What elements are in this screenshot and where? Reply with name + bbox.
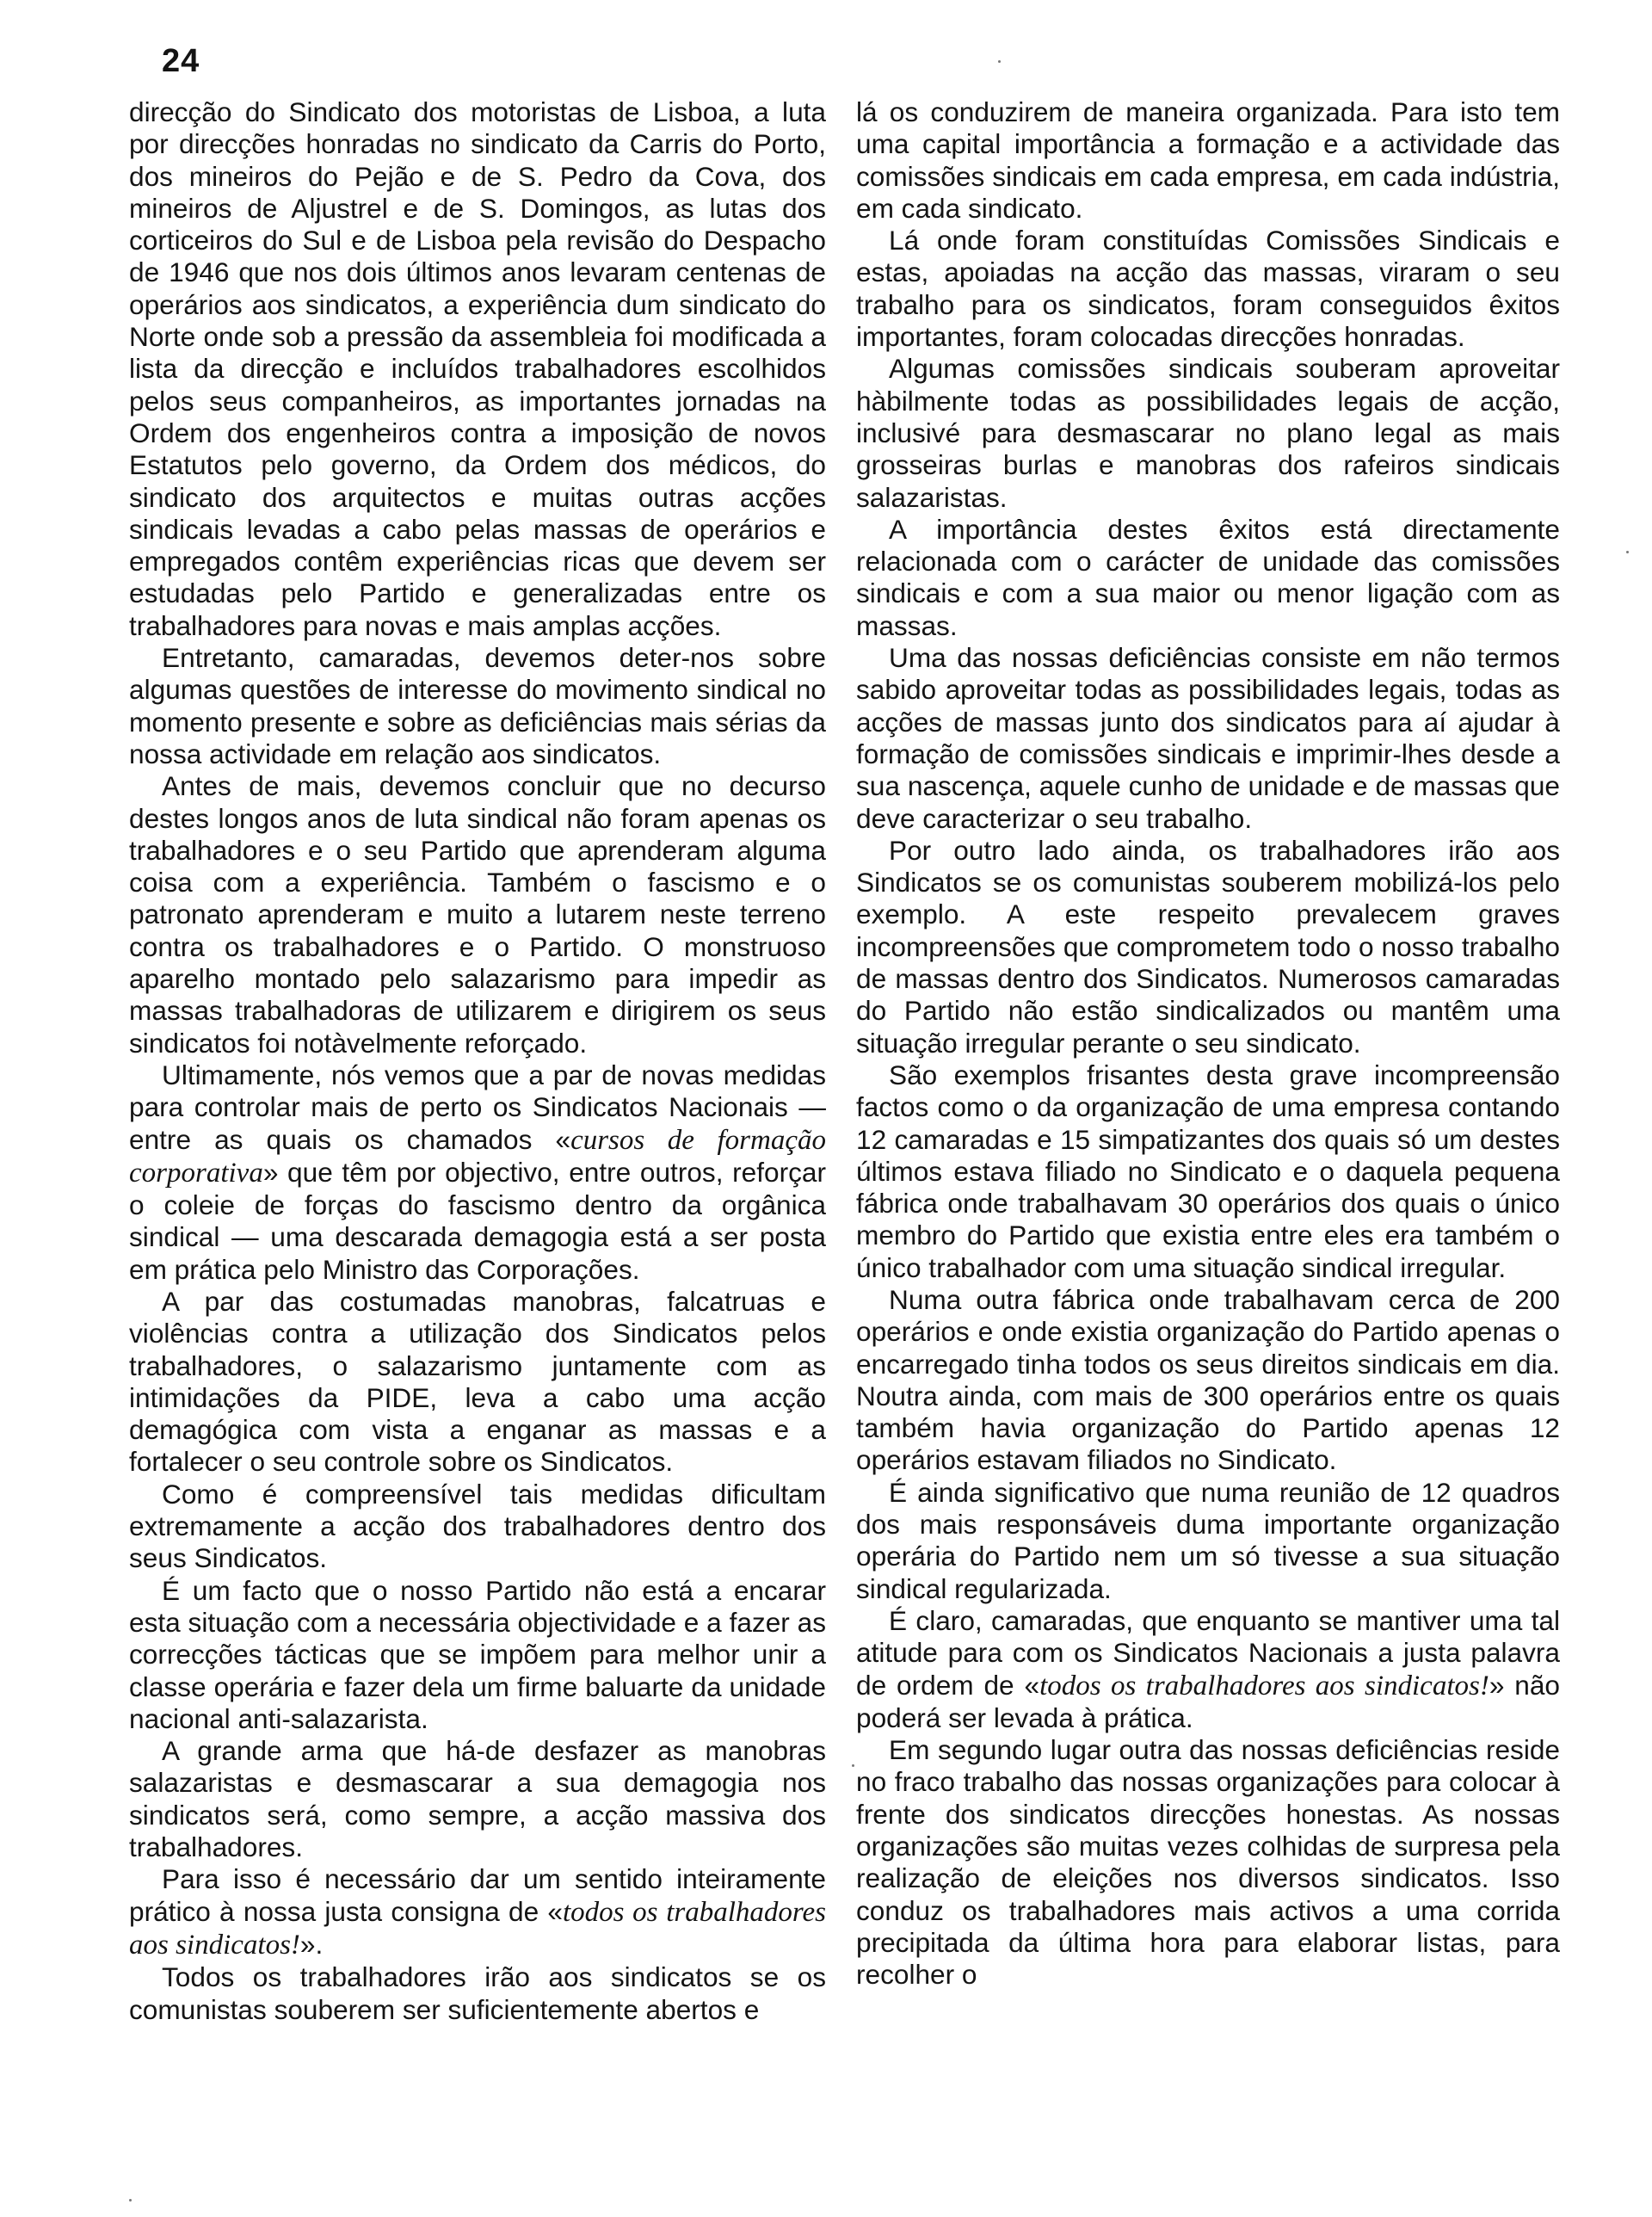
paragraph: Como é compreensível tais medidas dificultam extremamente a acção dos trabalhadores dentro dos seus Sindicatos. [129, 1478, 826, 1574]
paragraph: lá os conduzirem de maneira organizada. Para isto tem uma capital importância a formação e a actividade das comissões sindicais em cada empresa, em cada indústria, em cada sindicato. [856, 96, 1560, 224]
paragraph: Uma das nossas deficiências consiste em não termos sabido aproveitar todas as possibilidades legais, todas as acções de massas junto dos sindicatos para aí ajudar à formação de comissões sindicais e imprimir-lhes desde a sua nascença, aquele cunho de unidade e de massas que deve caracterizar o seu trabalho. [856, 642, 1560, 834]
paragraph: A importância destes êxitos está directamente relacionada com o carácter de unidade das comissões sindicais e com a sua maior ou menor ligação com as massas. [856, 513, 1560, 641]
paragraph-text: » que têm por objectivo, entre outros, reforçar o coleie de forças do fascismo dentro da orgânica sindical — uma descarada demagogia está a ser posta em prática pelo Ministro das Corporações. [129, 1156, 826, 1285]
right-column [856, 96, 1560, 1992]
paragraph: A par das costumadas manobras, falcatruas e violências contra a utilização dos Sindicatos pelos trabalhadores, o salazarismo juntamente com as intimidações da PIDE, leva a cabo uma acção demagógica com vista a enganar as massas e a fortalecer o seu controle sobre os Sindicatos. [129, 1285, 826, 1478]
paragraph [129, 1863, 826, 1961]
paragraph-text: » não poderá ser levada à prática. [856, 1669, 1560, 1733]
paragraph: Em segundo lugar outra das nossas deficiências reside no fraco trabalho das nossas organizações para colocar à frente dos sindicatos direcções honestas. As nossas organizações são muitas vezes colhidas de surpresa pela realização de eleições nos diversos sindicatos. Isso conduz os trabalhadores mais activos a uma corrida precipitada da última hora para elaborar listas, para recolher o [856, 1734, 1560, 1991]
left-column [129, 96, 826, 2026]
scan-speck [998, 60, 1001, 63]
paragraph [856, 1605, 1560, 1734]
paragraph: A grande arma que há-de desfazer as manobras salazaristas e desmascarar a sua demagogia nos sindicatos será, como sempre, a acção massiva dos trabalhadores. [129, 1735, 826, 1863]
paragraph: Por outro lado ainda, os trabalhadores irão aos Sindicatos se os comunistas souberem mobilizá-los pelo exemplo. A este respeito prevalecem graves incompreensões que comprometem todo o nosso trabalho de massas dentro dos Sindicatos. Numerosos camaradas do Partido não estão sindicalizados ou mantêm uma situação irregular perante o seu sindicato. [856, 834, 1560, 1059]
scan-speck [1626, 551, 1629, 553]
paragraph: Numa outra fábrica onde trabalhavam cerca de 200 operários e onde existia organização do Partido apenas o encarregado tinha todos os seus direitos sindicais em dia. Noutra ainda, com mais de 300 operários entre os quais também havia organização do Partido apenas 12 operários estavam filiados no Sindicato. [856, 1283, 1560, 1476]
italic-phrase: todos os trabalhadores aos sindicatos! [1039, 1670, 1489, 1701]
scan-speck [852, 1764, 854, 1767]
paragraph: É ainda significativo que numa reunião de 12 quadros dos mais responsáveis duma importante organização operária do Partido nem um só tivesse a sua situação sindical regularizada. [856, 1476, 1560, 1604]
paragraph: direcção do Sindicato dos motoristas de Lisboa, a luta por direcções honradas no sindicato da Carris do Porto, dos mineiros do Pejão e de S. Pedro da Cova, dos mineiros de Aljustrel e de S. Domingos, as lutas dos corticeiros do Sul e de Lisboa pela revisão do Despacho de 1946 que nos dois últimos anos levaram centenas de operários aos sindicatos, a experiência dum sindicato do Norte onde sob a pressão da assembleia foi modificada a lista da direcção e incluídos trabalhadores escolhidos pelos seus companheiros, as importantes jornadas na Ordem dos engenheiros contra a imposição de novos Estatutos pelo governo, da Ordem dos médicos, do sindicato dos arquitectos e muitas outras acções sindicais levadas a cabo pelas massas de operários e empregados contêm experiências ricas que devem ser estudadas pelo Partido e generalizadas entre os trabalhadores para novas e mais amplas acções. [129, 96, 826, 641]
paragraph [129, 1059, 826, 1286]
paragraph-text: Ultimamente, nós vemos que a par de novas medidas para controlar mais de perto os Sindicatos Nacionais — entre as quais os chamados « [129, 1059, 826, 1155]
paragraph: É um facto que o nosso Partido não está a encarar esta situação com a necessária objectividade e a fazer as correcções tácticas que se impõem para melhor unir a classe operária e fazer dela um firme baluarte da unidade nacional anti-salazarista. [129, 1574, 826, 1734]
paragraph-text: Para isso é necessário dar um sentido inteiramente prático à nossa justa consigna de « [129, 1863, 826, 1927]
page-number: 24 [162, 43, 200, 79]
paragraph: Antes de mais, devemos concluir que no decurso destes longos anos de luta sindical não foram apenas os trabalhadores e o seu Partido que aprenderam alguma coisa com a experiência. Também o fascismo e o patronato aprenderam e muito a lutarem neste terreno contra os trabalhadores e o Partido. O monstruoso aparelho montado pelo salazarismo para impedir as massas trabalhadoras de utilizarem e dirigirem os seus sindicatos foi notàvelmente reforçado. [129, 770, 826, 1059]
scan-speck [129, 2199, 132, 2202]
paragraph: Todos os trabalhadores irão aos sindicatos se os comunistas souberem ser suficientemente abertos e [129, 1961, 826, 2025]
italic-phrase: cursos de formação corporativa [129, 1124, 826, 1189]
italic-phrase: todos os trabalhadores aos sindicatos! [129, 1896, 826, 1961]
paragraph-text: É claro, camaradas, que enquanto se mantiver uma tal atitude para com os Sindicatos Nacionais a justa palavra de ordem de « [856, 1604, 1560, 1701]
paragraph-text: ». [299, 1928, 324, 1960]
paragraph: São exemplos frisantes desta grave incompreensão factos como o da organização de uma empresa contando 12 camaradas e 15 simpatizantes dos quais só um destes últimos estava filiado no Sindicato e o daquela pequena fábrica onde trabalhavam 30 operários dos quais o único membro do Partido que existia entre eles era também o único trabalhador com uma situação sindical irregular. [856, 1059, 1560, 1283]
paragraph: Lá onde foram constituídas Comissões Sindicais e estas, apoiadas na acção das massas, viraram o seu trabalho para os sindicatos, foram conseguidos êxitos importantes, foram colocadas direcções honradas. [856, 225, 1560, 353]
paragraph: Entretanto, camaradas, devemos deter-nos sobre algumas questões de interesse do movimento sindical no momento presente e sobre as deficiências mais sérias da nossa actividade em relação aos sindicatos. [129, 642, 826, 769]
paragraph: Algumas comissões sindicais souberam aproveitar hàbilmente todas as possibilidades legais de acção, inclusivé para desmascarar no plano legal as mais grosseiras burlas e manobras dos rafeiros sindicais salazaristas. [856, 353, 1560, 513]
